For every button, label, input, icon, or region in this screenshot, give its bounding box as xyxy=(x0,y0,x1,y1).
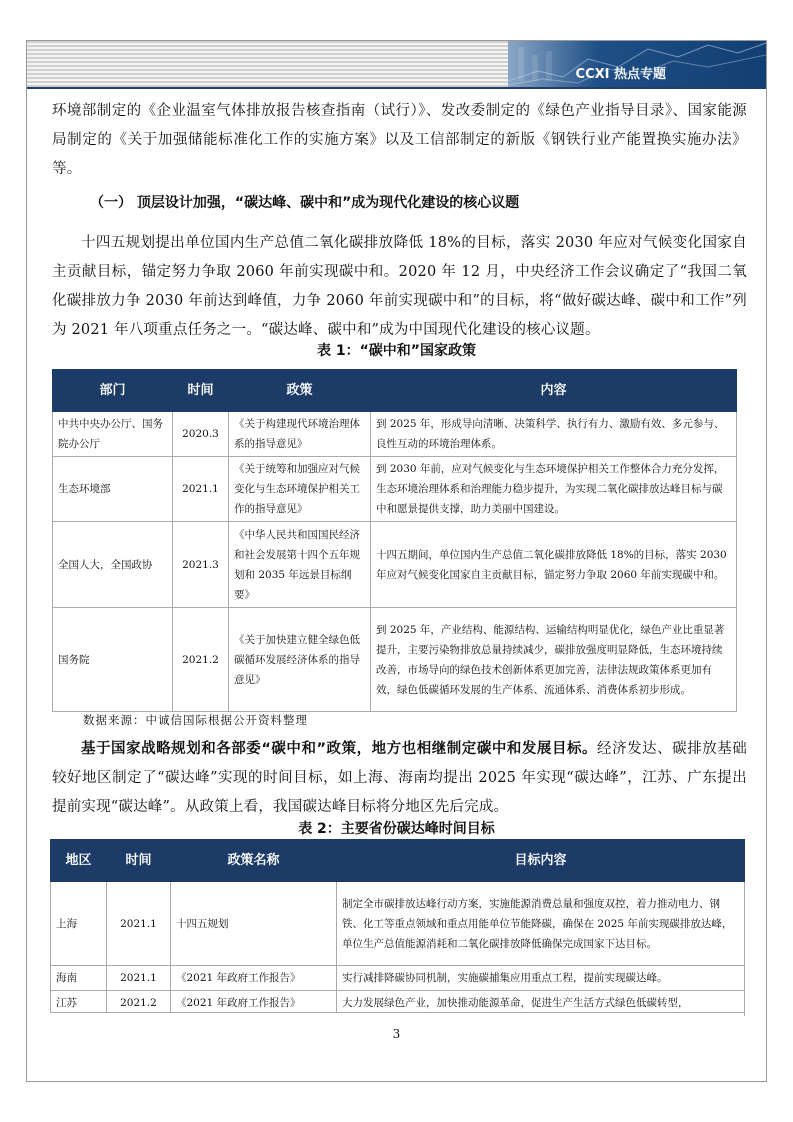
table-cell: 2021.2 xyxy=(173,608,229,712)
table-cell: 2020.3 xyxy=(173,412,229,457)
table-cell: 《关于统筹和加强应对气候变化与生态环境保护相关工作的指导意见》 xyxy=(229,457,371,522)
provincial-targets-table xyxy=(50,839,745,1016)
header-divider xyxy=(27,87,766,89)
table-cell: 海南 xyxy=(51,966,107,991)
table-cell: 2021.2 xyxy=(107,991,171,1016)
table-cell: 《关于加快建立健全绿色低碳循环发展经济体系的指导意见》 xyxy=(229,608,371,712)
column-header: 部门 xyxy=(53,370,173,412)
column-header: 内容 xyxy=(371,370,737,412)
table-cell: 到 2025 年，形成导向清晰、决策科学、执行有力、激励有效、多元参与、良性互动的环境治理体系。 xyxy=(371,412,737,457)
table-cell: 十四五期间，单位国内生产总值二氧化碳排放降低 18%的目标，落实 2030 年应对气候变化国家自主贡献目标，锚定努力争取 2060 年前实现碳中和。 xyxy=(371,522,737,608)
table-cell: 2021.1 xyxy=(173,457,229,522)
column-header: 时间 xyxy=(107,840,171,882)
table-cell: 制定全市碳排放达峰行动方案，实施能源消费总量和强度双控，着力推动电力、钢铁、化工等重点领域和重点用能单位节能降碳，确保在 2025 年前实现碳排放达峰，单位生产总值能源消耗和二氧化碳排放降低确保完成国家下达目标。 xyxy=(337,882,745,966)
page-number: 3 xyxy=(392,1027,401,1041)
table-cell: 中共中央办公厅、国务院办公厅 xyxy=(53,412,173,457)
column-header: 政策名称 xyxy=(171,840,337,882)
table1-title: 表 1：“碳中和”国家政策 xyxy=(316,343,477,359)
national-policy-table xyxy=(52,369,737,712)
table-row xyxy=(51,966,745,991)
table-cell: 到 2025 年，产业结构、能源结构、运输结构明显优化，绿色产业比重显著提升，主要污染物排放总量持续减少，碳排放强度明显降低，生态环境持续改善，市场导向的绿色技术创新体系更加完善，法律法规政策体系更加有效，绿色低碳循环发展的生产体系、流通体系、消费体系初步形成。 xyxy=(371,608,737,712)
paragraph-lead: 基于国家战略规划和各部委“碳中和”政策，地方也相继制定碳中和发展目标。 xyxy=(81,741,598,757)
table-row xyxy=(53,522,737,608)
table-row xyxy=(51,882,745,966)
column-header: 时间 xyxy=(173,370,229,412)
table-header-row xyxy=(51,840,745,882)
table-cell: 国务院 xyxy=(53,608,173,712)
intro-paragraph: 环境部制定的《企业温室气体排放报告核查指南（试行）》、发改委制定的《绿色产业指导目录》、国家能源局制定的《关于加强储能标准化工作的实施方案》以及工信部制定的新版《钢铁行业产能置换实施办法》等。 xyxy=(52,103,747,177)
page-header xyxy=(27,41,766,87)
table-cell: 生态环境部 xyxy=(53,457,173,522)
table-cell: 十四五规划 xyxy=(171,882,337,966)
table-cell: 实行减排降碳协同机制，实施碳捕集应用重点工程，提前实现碳达峰。 xyxy=(337,966,745,991)
table-cell: 《2021 年政府工作报告》 xyxy=(171,966,337,991)
table-cell: 《关于构建现代环境治理体系的指导意见》 xyxy=(229,412,371,457)
table-row xyxy=(53,608,737,712)
source-note: 数据来源：中诚信国际根据公开资料整理 xyxy=(83,713,308,727)
table-cell: 江苏 xyxy=(51,991,107,1016)
table-row xyxy=(53,412,737,457)
table-row xyxy=(53,457,737,522)
header-banner xyxy=(508,41,766,87)
table-cell: 2021.3 xyxy=(173,522,229,608)
table-header-row xyxy=(53,370,737,412)
table-cell: 2021.1 xyxy=(107,882,171,966)
local-targets-paragraph xyxy=(52,735,747,822)
table-cell: 到 2030 年前，应对气候变化与生态环境保护相关工作整体合力充分发挥，生态环境治理体系和治理能力稳步提升，为实现二氧化碳排放达峰目标与碳中和愿景提供支撑，助力美丽中国建设。 xyxy=(371,457,737,522)
plan-paragraph: 十四五规划提出单位国内生产总值二氧化碳排放降低 18%的目标，落实 2030 年应对气候变化国家自主贡献目标，锚定努力争取 2060 年前实现碳中和。2020 年 12 月，中央经济工作会议确定了“我国二氧化碳排放力争 2030 年前达到峰值，力争 2060 年前实现碳中和”的目标，将“做好碳达峰、碳中和工作”列为 2021 年八项重点任务之一。“碳达峰、碳中和”成为中国现代化建设的核心议题。 xyxy=(52,235,747,338)
table-page-break-line xyxy=(50,1012,744,1013)
column-header: 目标内容 xyxy=(337,840,745,882)
table-cell: 2021.1 xyxy=(107,966,171,991)
header-title: CCXI 热点专题 xyxy=(575,67,666,82)
table-cell: 大力发展绿色产业，加快推动能源革命，促进生产生活方式绿色低碳转型， xyxy=(337,991,745,1016)
table-cell: 《中华人民共和国国民经济和社会发展第十四个五年规划和 2035 年远景目标纲要》 xyxy=(229,522,371,608)
table-cell: 全国人大，全国政协 xyxy=(53,522,173,608)
section-heading: （一） 顶层设计加强，“碳达峰、碳中和”成为现代化建设的核心议题 xyxy=(90,195,520,211)
table-cell: 上海 xyxy=(51,882,107,966)
column-header: 地区 xyxy=(51,840,107,882)
table2-title: 表 2：主要省份碳达峰时间目标 xyxy=(298,821,495,837)
table-cell: 《2021 年政府工作报告》 xyxy=(171,991,337,1016)
paragraph-body: 经济发达、碳排放基础较好地区制定了“碳达峰”实现的时间目标，如上海、海南均提出 2025 年实现“碳达峰”，江苏、广东提出提前实现“碳达峰”。从政策上看，我国碳达峰目标将分地区先后完成。 xyxy=(52,741,747,815)
column-header: 政策 xyxy=(229,370,371,412)
